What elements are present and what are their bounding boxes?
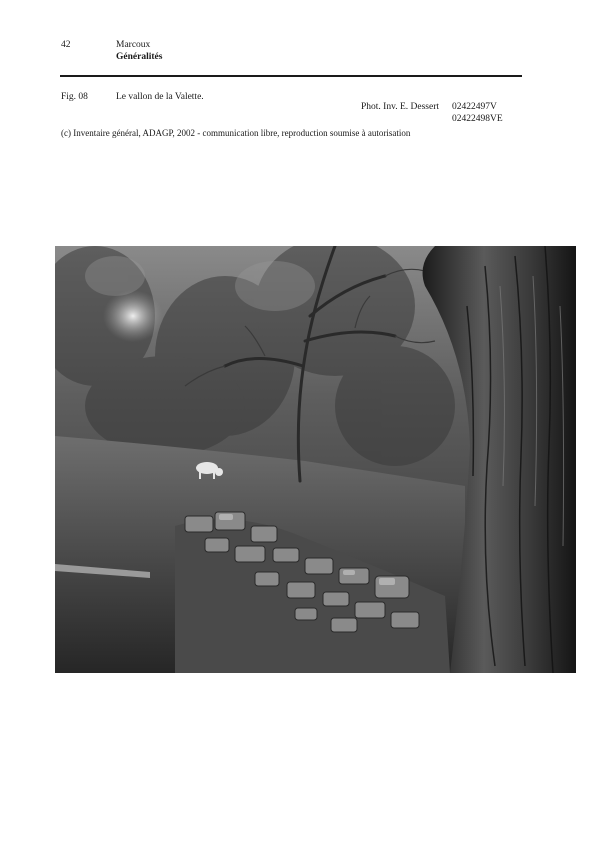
figure-number: Fig. 08 (61, 92, 88, 102)
section-title: Généralités (116, 52, 163, 62)
commune-name: Marcoux (116, 40, 151, 50)
header-rule (60, 75, 522, 77)
figure-caption: Le vallon de la Valette. (116, 92, 204, 102)
reference-number-2: 02422498VE (452, 114, 503, 124)
copyright-notice: (c) Inventaire général, ADAGP, 2002 - communication libre, reproduction soumise à autorisation (61, 128, 411, 138)
landscape-photo (55, 246, 576, 673)
page-number: 42 (61, 40, 71, 50)
reference-number-1: 02422497V (452, 102, 497, 112)
photo-credit: Phot. Inv. E. Dessert (361, 102, 440, 112)
